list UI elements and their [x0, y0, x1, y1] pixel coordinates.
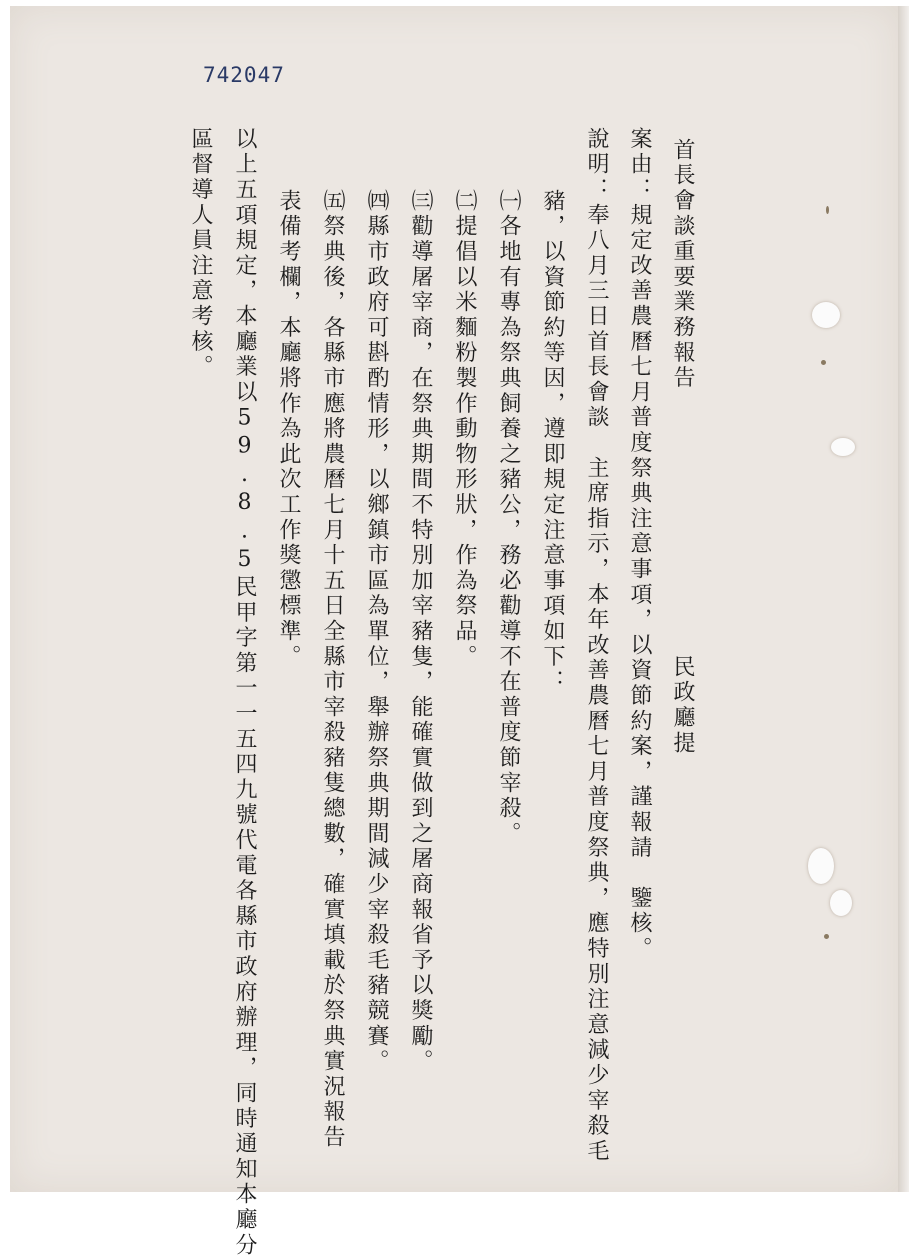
text-column-9: 表備考欄，本廳將作為此次工作獎懲標準。 [276, 189, 301, 670]
text-column-7: ㈣縣市政府可斟酌情形，以鄉鎮市區為單位，舉辦祭典期間減少宰殺毛豬競賽。 [364, 189, 389, 1075]
text-column-5: ㈡提倡以米麵粉製作動物形狀，作為祭品。 [452, 189, 477, 670]
binding-hole-bottom [808, 848, 834, 884]
text-column-3: 豬，以資節約等因，遵即規定注意事項如下： [540, 189, 565, 695]
text-column-10: 以上五項規定，本廳業以59.8.5民甲字第一一五四九號代電各縣市政府辦理，同時通知本廳分 [232, 127, 257, 1258]
document-number: 742047 [203, 63, 285, 87]
text-column-4: ㈠各地有專為祭典飼養之豬公，務必勸導不在普度節宰殺。 [496, 189, 521, 847]
text-column-2: 說明：奉八月三日首長會談 主席指示，本年改善農曆七月普度祭典，應特別注意減少宰殺毛 [584, 127, 609, 1165]
text-column-11: 區督導人員注意考核。 [188, 127, 213, 380]
paper-speck [824, 934, 829, 939]
document-title: 首長會談重要業務報告 [670, 138, 695, 391]
binding-hole-top [812, 302, 840, 328]
text-column-6: ㈢勸導屠宰商，在祭典期間不特別加宰豬隻，能確實做到之屠商報省予以獎勵。 [408, 189, 433, 1075]
text-column-1: 案由：規定改善農曆七月普度祭典注意事項，以資節約案，謹報請 鑒核。 [627, 127, 652, 962]
proposer-label: 民政廳提 [670, 655, 695, 757]
binding-hole-middle [831, 438, 855, 456]
binding-hole-bottom-2 [830, 890, 852, 916]
text-column-8: ㈤祭典後，各縣市應將農曆七月十五日全縣市宰殺豬隻總數，確實填載於祭典實況報告 [320, 189, 345, 1151]
paper-speck [826, 206, 829, 214]
paper-speck [821, 360, 826, 365]
page-edge [898, 6, 909, 1192]
